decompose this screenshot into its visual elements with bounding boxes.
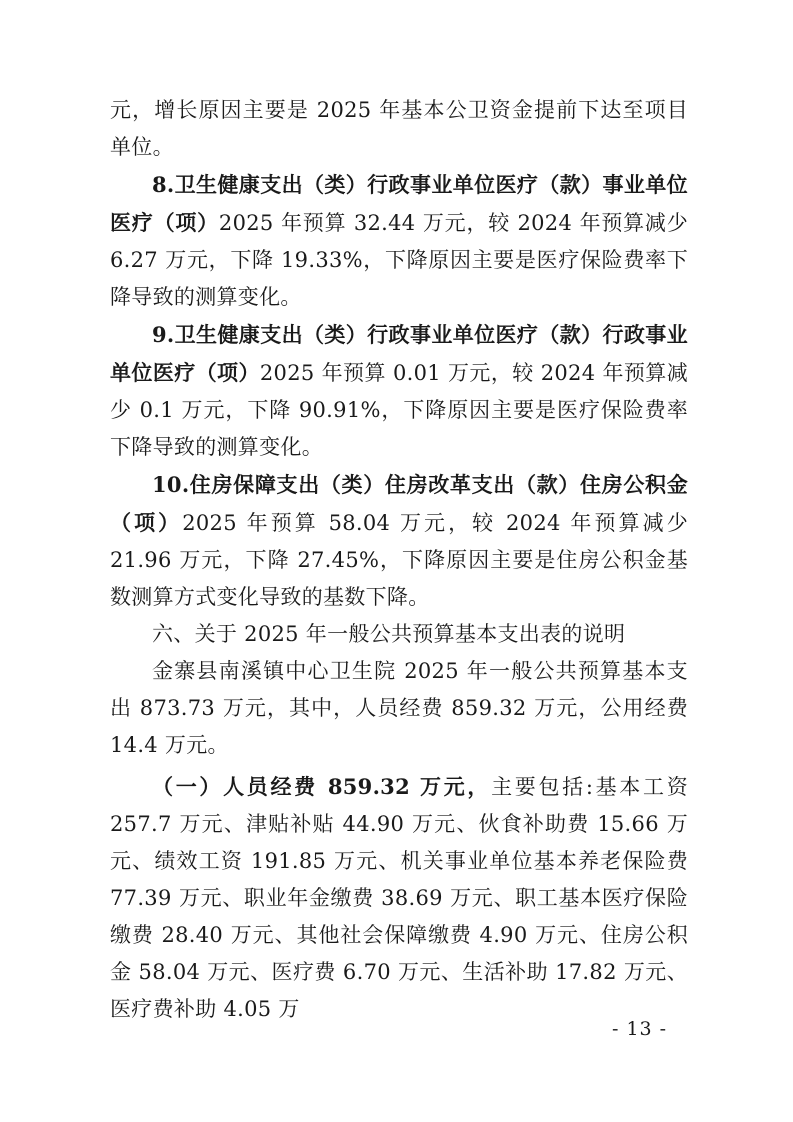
item-10-body: 2025 年预算 58.04 万元，较 2024 年预算减少 21.96 万元，下降 27.45%，下降原因主要是住房公积金基数测算方式变化导致的基数下降。 — [110, 511, 688, 609]
item-10-heading: 10.住房保障支出（类）住房改革支出（款）住房公积金（项） — [110, 472, 688, 535]
document-body — [110, 92, 688, 1028]
paragraph-item-10 — [110, 466, 688, 616]
paragraph-item-8 — [110, 166, 688, 316]
paragraph-item-9 — [110, 316, 688, 466]
item-8-body: 2025 年预算 32.44 万元，较 2024 年预算减少 6.27 万元，下降 19.33%，下降原因主要是医疗保险费率下降导致的测算变化。 — [110, 211, 689, 309]
personnel-expenses-body: 主要包括:基本工资 257.7 万元、津贴补贴 44.90 万元、伙食补助费 15.66 万元、绩效工资 191.85 万元、机关事业单位基本养老保险费 77.39 万元、职业年金缴费 38.69 万元、职工基本医疗保险缴费 28.40 万元、其他社会保障缴费 4.90 万元、住房公积金 58.04 万元、医疗费 6.70 万元、生活补助 17.82 万元、医疗费补助 4.05 万 — [110, 775, 688, 1021]
item-9-body: 2025 年预算 0.01 万元，较 2024 年预算减少 0.1 万元，下降 90.91%，下降原因主要是医疗保险费率下降导致的测算变化。 — [110, 361, 688, 459]
page-number: - 13 - — [612, 1018, 668, 1040]
section-6-title: 六、关于 2025 年一般公共预算基本支出表的说明 — [152, 622, 626, 646]
item-9-heading: 9.卫生健康支出（类）行政事业单位医疗（款）行政事业单位医疗（项） — [110, 322, 688, 385]
personnel-expenses-heading: （一）人员经费 859.32 万元， — [152, 774, 492, 799]
item-8-heading: 8.卫生健康支出（类）行政事业单位医疗（款）事业单位医疗（项） — [110, 172, 688, 235]
section-6-body: 金寨县南溪镇中心卫生院 2025 年一般公共预算基本支出 873.73 万元，其中，人员经费 859.32 万元，公用经费 14.4 万元。 — [110, 659, 688, 757]
paragraph-personnel-expenses — [110, 768, 688, 1028]
paragraph-continuation: 元，增长原因主要是 2025 年基本公卫资金提前下达至项目单位。 — [110, 98, 688, 159]
